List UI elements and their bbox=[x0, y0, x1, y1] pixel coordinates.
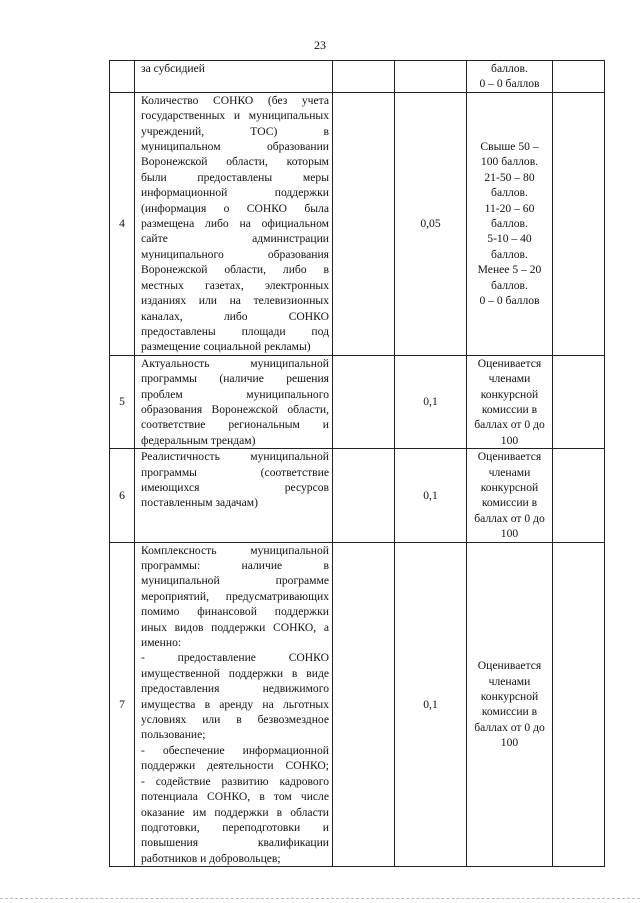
score-line: баллов. bbox=[491, 186, 528, 200]
empty-cell bbox=[553, 61, 605, 93]
criterion-name-line: потенциала СОНКО, в том числе bbox=[141, 790, 329, 804]
weight-coefficient bbox=[395, 61, 467, 93]
score-line: баллов. bbox=[491, 217, 528, 231]
empty-cell bbox=[553, 92, 605, 355]
score-line: 100 баллов. bbox=[480, 155, 539, 169]
score-line: Свыше 50 – bbox=[480, 140, 539, 154]
criterion-name bbox=[135, 542, 333, 867]
criterion-name-line: поставленным задачам) bbox=[141, 496, 258, 510]
weight-coefficient: 0,1 bbox=[395, 355, 467, 448]
score-line: Менее 5 – 20 bbox=[477, 263, 542, 277]
criterion-name-line: размещение социальной рекламы) bbox=[141, 340, 311, 354]
score-scale bbox=[467, 92, 553, 355]
criterion-name-line: оказание им поддержки в области bbox=[141, 805, 329, 819]
criterion-name-line: информационной поддержки bbox=[141, 186, 329, 200]
score-line: комиссии в bbox=[481, 705, 538, 719]
criterion-name-line: Воронежской области, либо в bbox=[141, 263, 329, 277]
criterion-name-line: за субсидией bbox=[141, 62, 205, 75]
score-line: баллов. bbox=[491, 247, 528, 261]
criterion-name-line: программы: наличие в bbox=[141, 559, 329, 572]
row-number: 6 bbox=[110, 449, 135, 542]
criterion-name bbox=[135, 355, 333, 448]
criterion-name-line: размещена либо на официальном bbox=[141, 217, 329, 231]
score-line: конкурсной bbox=[480, 480, 539, 494]
empty-cell bbox=[333, 449, 395, 542]
row-number: 4 bbox=[110, 92, 135, 355]
criterion-name-line: именно: bbox=[141, 636, 182, 650]
score-line: Оценивается bbox=[477, 659, 542, 673]
empty-cell bbox=[333, 61, 395, 93]
empty-cell bbox=[333, 542, 395, 867]
score-line: конкурсной bbox=[480, 387, 539, 401]
criterion-name-line: муниципального образования bbox=[141, 247, 329, 261]
score-line: баллах от 0 до bbox=[474, 720, 545, 734]
criterion-name-line: - содействие развитию кадрового bbox=[141, 774, 329, 788]
criterion-name-line: соответствие региональным и bbox=[141, 418, 329, 432]
criterion-name-line: работников и добровольцев; bbox=[141, 851, 281, 865]
criterion-name-line: предоставления недвижимого bbox=[141, 682, 329, 696]
criterion-name-line: Реалистичность муниципальной bbox=[141, 450, 329, 464]
criterion-name-line: сайте администрации bbox=[141, 232, 329, 246]
score-line: Оценивается bbox=[477, 356, 542, 370]
criterion-name-line: федеральным трендам) bbox=[141, 433, 256, 447]
row-number: 5 bbox=[110, 355, 135, 448]
score-line: членами bbox=[488, 674, 531, 688]
table-row bbox=[110, 355, 605, 448]
criterion-name-line: подготовки, переподготовки и bbox=[141, 820, 329, 834]
score-line: комиссии в bbox=[481, 402, 538, 416]
score-line: баллах от 0 до bbox=[474, 418, 545, 432]
score-line: баллах от 0 до bbox=[474, 511, 545, 525]
criteria-table bbox=[109, 60, 605, 867]
criterion-name-line: Количество СОНКО (без учета bbox=[141, 93, 329, 107]
criterion-name-line: Актуальность муниципальной bbox=[141, 356, 329, 370]
weight-coefficient: 0,1 bbox=[395, 449, 467, 542]
score-scale bbox=[467, 355, 553, 448]
criterion-name-line: Комплексность муниципальной bbox=[141, 543, 329, 557]
row-number bbox=[110, 61, 135, 93]
score-line: баллов. bbox=[491, 278, 528, 292]
criterion-name-line: (информация о СОНКО была bbox=[141, 201, 329, 215]
criterion-name-line: имеющихся ресурсов bbox=[141, 480, 329, 494]
criterion-name-line: образования Воронежской области, bbox=[141, 402, 329, 416]
score-line: 0 – 0 баллов bbox=[479, 77, 540, 91]
score-line: 100 bbox=[500, 433, 519, 447]
score-scale bbox=[467, 449, 553, 542]
criterion-name-line: имущества в аренду на льготных bbox=[141, 697, 329, 711]
table-row bbox=[110, 542, 605, 867]
criterion-name-line: программы (наличие решения bbox=[141, 372, 329, 386]
criterion-name-line: предоставлены площади под bbox=[141, 324, 329, 338]
score-line: 100 bbox=[500, 736, 519, 750]
empty-cell bbox=[333, 92, 395, 355]
score-line: комиссии в bbox=[481, 496, 538, 510]
score-line: Оценивается bbox=[477, 450, 542, 464]
bottom-scan-edge bbox=[0, 898, 640, 899]
criterion-name-line: Воронежской области, которым bbox=[141, 155, 329, 169]
weight-coefficient: 0,1 bbox=[395, 542, 467, 867]
criterion-name-line: учреждений, ТОС) в bbox=[141, 124, 329, 138]
criterion-name bbox=[135, 92, 333, 355]
score-line: 0 – 0 баллов bbox=[479, 294, 540, 308]
score-line: 11-20 – 60 bbox=[484, 201, 535, 215]
criterion-name-line: пользование; bbox=[141, 728, 206, 742]
criterion-name-line: - предоставление СОНКО bbox=[141, 651, 329, 665]
score-line: членами bbox=[488, 465, 531, 479]
table-row bbox=[110, 61, 605, 93]
criterion-name-line: проблем муниципального bbox=[141, 387, 329, 401]
criterion-name-line: программы (соответствие bbox=[141, 465, 329, 479]
criterion-name-line: помимо финансовой поддержки bbox=[141, 605, 329, 619]
table-row bbox=[110, 449, 605, 542]
score-line: конкурсной bbox=[480, 689, 539, 703]
empty-cell bbox=[553, 449, 605, 542]
criterion-name-line: были предоставлены меры bbox=[141, 170, 329, 184]
criterion-name-line: условиях или в безвозмездное bbox=[141, 713, 329, 727]
score-scale bbox=[467, 61, 553, 93]
score-line: баллов. bbox=[491, 62, 528, 75]
empty-cell bbox=[553, 542, 605, 867]
criterion-name-line: мероприятий, предусматривающих bbox=[141, 589, 329, 603]
score-line: 5-10 – 40 bbox=[487, 232, 532, 246]
criterion-name-line: муниципальном образовании bbox=[141, 140, 329, 154]
criterion-name-line: государственных и муниципальных bbox=[141, 109, 329, 123]
criterion-name-line: местных газетах, электронных bbox=[141, 278, 329, 292]
criterion-name bbox=[135, 449, 333, 542]
criterion-name-line: имущественной поддержки в виде bbox=[141, 666, 329, 680]
table-row bbox=[110, 92, 605, 355]
criterion-name-line: поддержки деятельности СОНКО; bbox=[141, 759, 329, 773]
score-line: 21-50 – 80 bbox=[484, 170, 535, 184]
score-scale bbox=[467, 542, 553, 867]
row-number: 7 bbox=[110, 542, 135, 867]
criterion-name-line: - обеспечение информационной bbox=[141, 743, 329, 757]
weight-coefficient: 0,05 bbox=[395, 92, 467, 355]
criterion-name-line: изданиях или на телевизионных bbox=[141, 294, 329, 308]
criterion-name-line: повышения квалификации bbox=[141, 836, 329, 850]
empty-cell bbox=[553, 355, 605, 448]
score-line: 100 bbox=[500, 527, 519, 541]
criterion-name bbox=[135, 61, 333, 93]
criterion-name-line: иных видов поддержки СОНКО, а bbox=[141, 620, 329, 634]
empty-cell bbox=[333, 355, 395, 448]
page-number: 23 bbox=[314, 38, 326, 52]
criterion-name-line: муниципальной программе bbox=[141, 574, 329, 588]
score-line: членами bbox=[488, 372, 531, 386]
criterion-name-line: каналах, либо СОНКО bbox=[141, 309, 329, 323]
